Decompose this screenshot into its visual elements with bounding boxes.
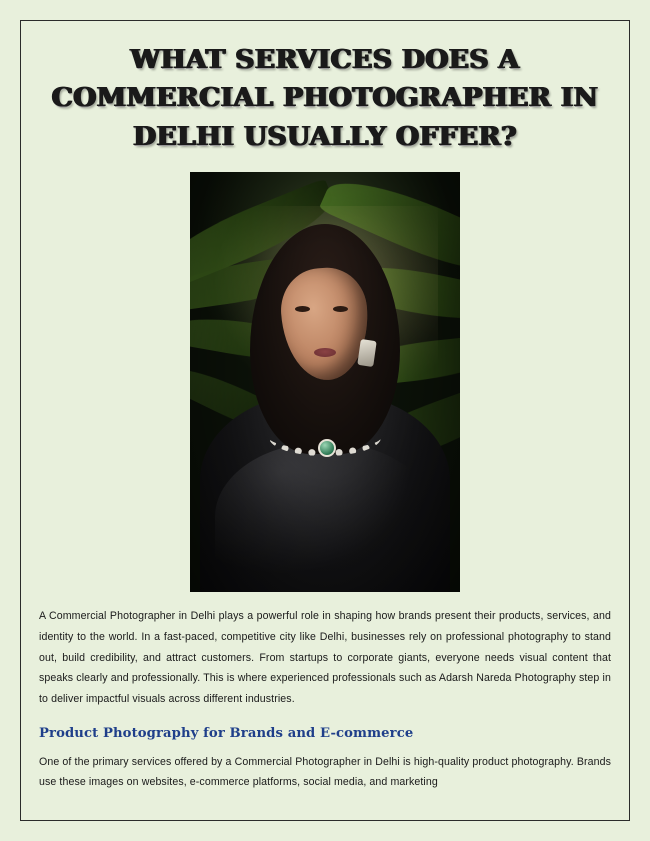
page-title: WHAT SERVICES DOES A COMMERCIAL PHOTOGRAPHER IN DELHI USUALLY OFFER? (51, 44, 599, 152)
intro-paragraph: A Commercial Photographer in Delhi plays a powerful role in shaping how brands present their products, services, and identity to the world. In a fast-paced, competitive city like Delhi, businesses rely on professional photography to stand out, build credibility, and attract customers. From startups to corporate giants, everyone needs visual content that speaks clearly and professionally. This is where experienced professionals such as Adarsh Nareda Photography step in to deliver impactful visuals across different industries. (39, 610, 611, 705)
hero-image-wrapper (39, 172, 611, 592)
hero-photograph (190, 172, 460, 592)
photo-vignette (190, 172, 460, 592)
content-frame (20, 20, 630, 821)
section-heading-product-photography: Product Photography for Brands and E-commerce (39, 725, 414, 741)
section-body-product-photography: One of the primary services offered by a Commercial Photographer in Delhi is high-quality product photography. Brands use these images on websites, e-commerce platforms, social media, and marketing (39, 755, 611, 789)
